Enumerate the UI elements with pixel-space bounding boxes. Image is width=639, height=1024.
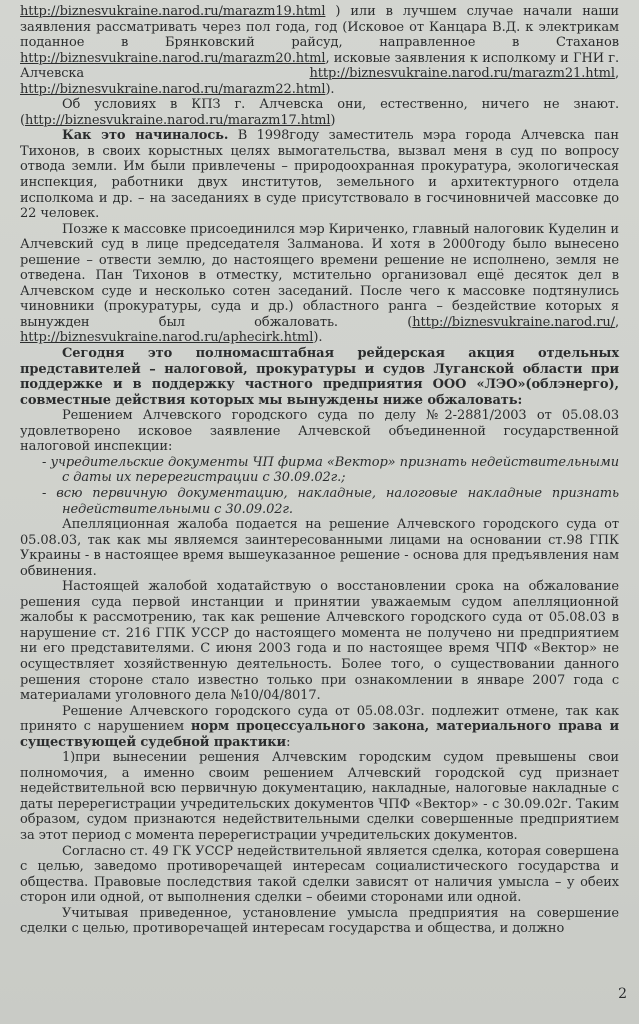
paragraph-2 (20, 97, 619, 128)
list-item-2: - всю первичную документацию, накладные, налоговые накладные признать недействительными с 30.09.02г. (42, 485, 619, 517)
list-item-1: - учредительские документы ЧП фирма «Вектор» признать недействительными с даты их перерегистрации с 30.09.02г.; (42, 454, 619, 486)
paragraph-7: Апелляционная жалоба подается на решение Алчевского городского суда от 05.08.03, так как мы являемся заинтересованными лицами на основании ст.98 ГПК Украины - в настоящее время вышеуказанное решение - основа для предъявления нам обвинения. (20, 517, 619, 579)
paragraph-9-bold: норм процессуального закона, материального права и существующей судебной практики (20, 719, 619, 750)
paragraph-2-close: ) (330, 112, 336, 128)
link-marazm17[interactable]: http://biznesvukraine.narod.ru/marazm17.html (24, 112, 331, 128)
paragraph-12: Учитывая приведенное, установление умысла предприятия на совершение сделки с целью, противоречащей интересам государства и общества, и должно (20, 905, 619, 937)
paragraph-1-text-a: ) или в лучшем случае начали наши заявления рассматривать через пол года, год (Исковое от Канцара В.Д. к электрикам поданное в Брянковский райсуд, направленное в Стаханов (20, 4, 619, 51)
paragraph-9-colon: : (286, 734, 291, 750)
paragraph-4-text: Позже к массовке присоединился мэр Кириченко, главный налоговик Куделин и Алчевский суд в лице председателя Залманова. И хотя в 2000году было вынесено решение – отвести землю, до настоящего времени решение не исполнено, земля не отведена. Пан Тихонов в отместку, мстительно организовал ещё десяток дел в Алчевском суде и несколько сотен заседаний. После чего к массовке подтянулись чиновники (прокуратуры, суда и др.) областного ранга – бездействие которых я вынужден был обжаловать. ( (20, 221, 619, 330)
page-number: 2 (618, 986, 627, 1002)
paragraph-4-sep: , (614, 314, 619, 330)
link-marazm19[interactable]: http://biznesvukraine.narod.ru/marazm19.html (20, 4, 326, 19)
paragraph-4 (20, 222, 619, 346)
link-site-root[interactable]: http://biznesvukraine.narod.ru/ (412, 314, 615, 330)
link-marazm20[interactable]: http://biznesvukraine.narod.ru/marazm20.html (20, 50, 326, 66)
paragraph-11: Согласно ст. 49 ГК УССР недействительной является сделка, которая совершена с целью, заведомо противоречащей интересам социалистического государства и общества. Правовые последствия такой сделки зависят от наличия умысла – у обеих сторон или одной, от выполнения сделки – обеими сторонами или одной. (20, 843, 619, 906)
paragraph-1-text-d: ). (325, 81, 335, 97)
paragraph-8: Настоящей жалобой ходатайствую о восстановлении срока на обжалование решения суда первой инстанции и принятии уважаемым судом апелляционной жалобы к рассмотрению, так как решение Алчевского городского суда от 05.08.03 в нарушение ст. 216 ГПК УССР до настоящего момента не получено ни предприятием ни его представителями. С июня 2003 года и по настоящее время ЧПФ «Вектор» не осуществляет хозяйственную деятельность. Более того, о существовании данного решения стороне стало известно только при ознакомлении в январе 2007 года с материалами уголовного дела №10/04/8017. (20, 579, 619, 704)
paragraph-3-text: В 1998году заместитель мэра города Алчевска пан Тихонов, в своих корыстных целях вымогательства, вызвал меня в суд по вопросу отвода земли. Им были привлечены – природоохранная прокуратура, экологическая инспекция, работники двух институтов, земельного и архитектурного отдела исполкома и др. – на заседаниях в суде присутствовало в госчиновничей массовке до 22 человек. (20, 128, 619, 222)
paragraph-9-text: Решение Алчевского городского суда от 05.08.03г. подлежит отмене, так как принято с нарушением (20, 703, 619, 735)
paragraph-1-text-c: , (614, 66, 619, 82)
link-marazm22[interactable]: http://biznesvukraine.narod.ru/marazm22.html (20, 81, 326, 97)
paragraph-2-text: Об условиях в КПЗ г. Алчевска они, естественно, ничего не знают. ( (20, 97, 619, 128)
paragraph-1 (20, 4, 619, 97)
paragraph-5 (20, 346, 619, 408)
document-body (20, 4, 619, 937)
paragraph-9 (20, 704, 619, 751)
paragraph-6: Решением Алчевского городского суда по делу №2-2881/2003 от 05.08.03 удовлетворено исковое заявление Алчевской объединенной государственной налоговой инспекции: (20, 408, 619, 455)
paragraph-5-bold: Сегодня это полномасштабная рейдерская акция отдельных представителей – налоговой, прокуратуры и судов Луганской области при поддержке и в поддержку частного предприятия ООО «ЛЭО»(облэнерго), совместные действия которых мы вынуждены ниже обжаловать: (20, 346, 619, 408)
link-aphecirk[interactable]: http://biznesvukraine.narod.ru/aphecirk.html (20, 330, 314, 346)
link-marazm21[interactable]: http://biznesvukraine.narod.ru/marazm21.html (309, 66, 615, 82)
paragraph-4-close: ). (313, 330, 323, 346)
paragraph-3 (20, 128, 619, 221)
paragraph-1-text-b: , исковые заявления к исполкому и ГНИ г. Алчевска (20, 50, 619, 82)
paragraph-10: 1)при вынесении решения Алчевским городским судом превышены свои полномочия, а именно своим решением Алчевский городской суд признает недействительной всю первичную документацию, накладные, налоговые накладные с даты перерегистрации учредительских документов ЧПФ «Вектор» - с 30.09.02г. Таким образом, судом признаются недействительными сделки совершенные предприятием за этот период с момента перерегистрации учредительских документов. (20, 750, 619, 843)
heading-how-it-started: Как это начиналось. (62, 128, 229, 144)
